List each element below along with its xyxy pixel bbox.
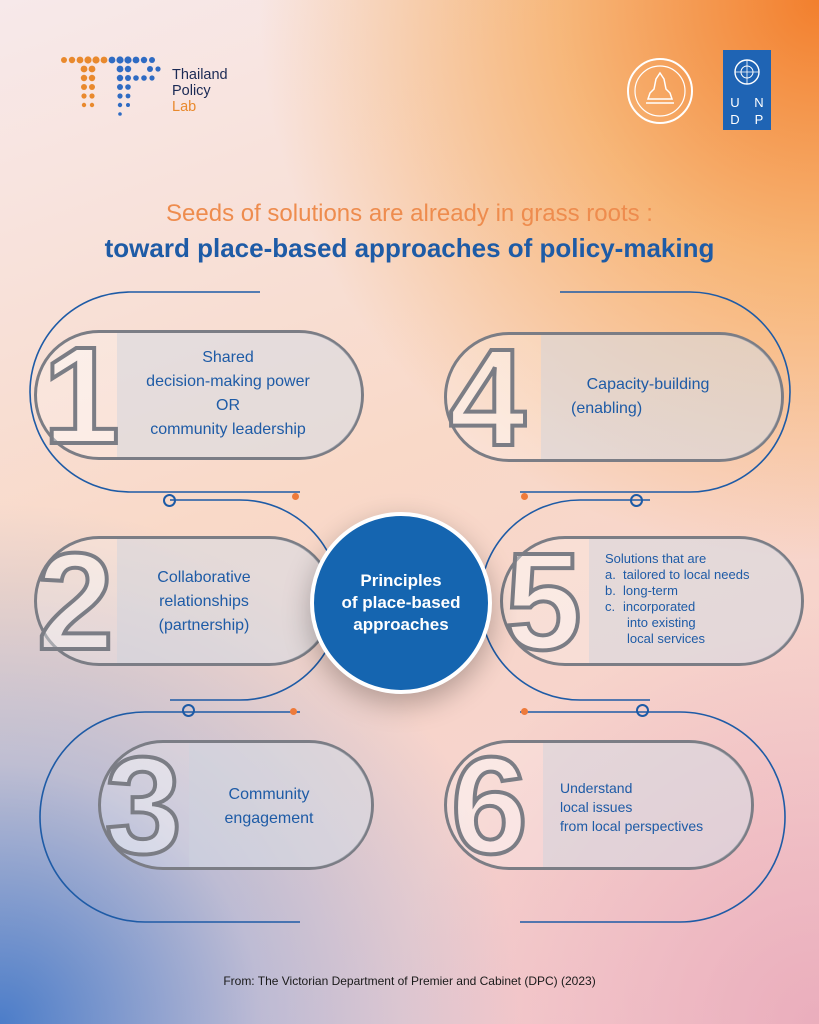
principle-5-intro: Solutions that are	[605, 551, 707, 566]
principle-card-3	[98, 729, 374, 883]
undp-letter-p: P	[754, 112, 764, 127]
list-letter: a.	[605, 567, 616, 582]
logo-line-thailand: Thailand	[172, 67, 228, 83]
center-line-3: approaches	[353, 615, 449, 634]
principle-4-line-1: Capacity-building	[586, 376, 710, 393]
list-text: long-term	[623, 583, 678, 598]
decorative-orange-dot	[521, 708, 528, 715]
principle-card-6	[444, 729, 754, 883]
principle-4-line-2: (enabling)	[571, 400, 643, 417]
principle-6-line-1: Understand	[560, 780, 633, 796]
principle-2-line-2: relationships	[159, 593, 249, 610]
decorative-orange-dot	[521, 493, 528, 500]
list-letter: b.	[605, 583, 616, 598]
principle-2-line-3: (partnership)	[158, 617, 250, 634]
list-text: tailored to local needs	[623, 567, 750, 582]
source-credit: From: The Victorian Department of Premier and Cabinet (DPC) (2023)	[223, 974, 596, 988]
list-letter: c.	[605, 599, 616, 614]
principle-text-2	[119, 566, 289, 638]
list-item	[605, 583, 805, 599]
principle-card-1	[34, 319, 364, 473]
principle-3-line-2: engagement	[224, 810, 314, 827]
principle-number-5: 5	[505, 525, 582, 679]
principle-1-line-2: decision-making power	[146, 373, 310, 390]
list-item	[605, 599, 805, 615]
decorative-orange-dot	[290, 708, 297, 715]
undp-letter-d: D	[730, 112, 740, 127]
principle-3-line-1: Community	[228, 786, 310, 803]
principle-text-4	[543, 373, 753, 421]
principle-1-line-4: community leadership	[150, 421, 306, 438]
decorative-orange-dot	[292, 493, 299, 500]
principle-2-line-1: Collaborative	[157, 569, 251, 586]
undp-letter-n: N	[754, 95, 764, 110]
principle-5-list	[605, 567, 805, 615]
center-principles-circle	[310, 512, 492, 694]
center-line-2: of place-based	[341, 593, 461, 612]
principle-text-3	[199, 783, 339, 831]
principle-card-4	[444, 321, 784, 475]
principle-5-continuation-1: into existing	[627, 615, 696, 630]
principle-number-4: 4	[449, 321, 526, 475]
principle-text-6	[560, 779, 750, 836]
principle-number-6: 6	[451, 729, 528, 883]
center-line-1: Principles	[360, 571, 442, 590]
principle-1-line-1: Shared	[202, 349, 254, 366]
principle-number-3: 3	[105, 729, 182, 883]
decorative-ring-dot	[636, 704, 649, 717]
principle-text-5	[605, 551, 805, 647]
headline-line-2: toward place-based approaches of policy-making	[104, 233, 715, 263]
principle-number-2: 2	[37, 525, 114, 679]
principle-card-5	[500, 525, 804, 679]
list-item	[605, 567, 805, 583]
principle-text-1	[117, 346, 339, 442]
principle-card-2	[34, 525, 334, 679]
principle-number-1: 1	[43, 319, 120, 473]
list-text: incorporated	[623, 599, 696, 614]
decorative-ring-dot	[182, 704, 195, 717]
headline-line-1: Seeds of solutions are already in grass roots :	[166, 200, 653, 227]
decorative-ring-dot	[163, 494, 176, 507]
logo-line-lab: Lab	[172, 99, 197, 115]
decorative-ring-dot	[630, 494, 643, 507]
principle-1-line-3: OR	[216, 397, 240, 414]
logo-line-policy: Policy	[172, 83, 211, 99]
principle-6-line-2: local issues	[560, 799, 633, 815]
principle-6-line-3: from local perspectives	[560, 818, 704, 834]
undp-letter-u: U	[730, 95, 740, 110]
principle-5-continuation-2: local services	[627, 631, 706, 646]
